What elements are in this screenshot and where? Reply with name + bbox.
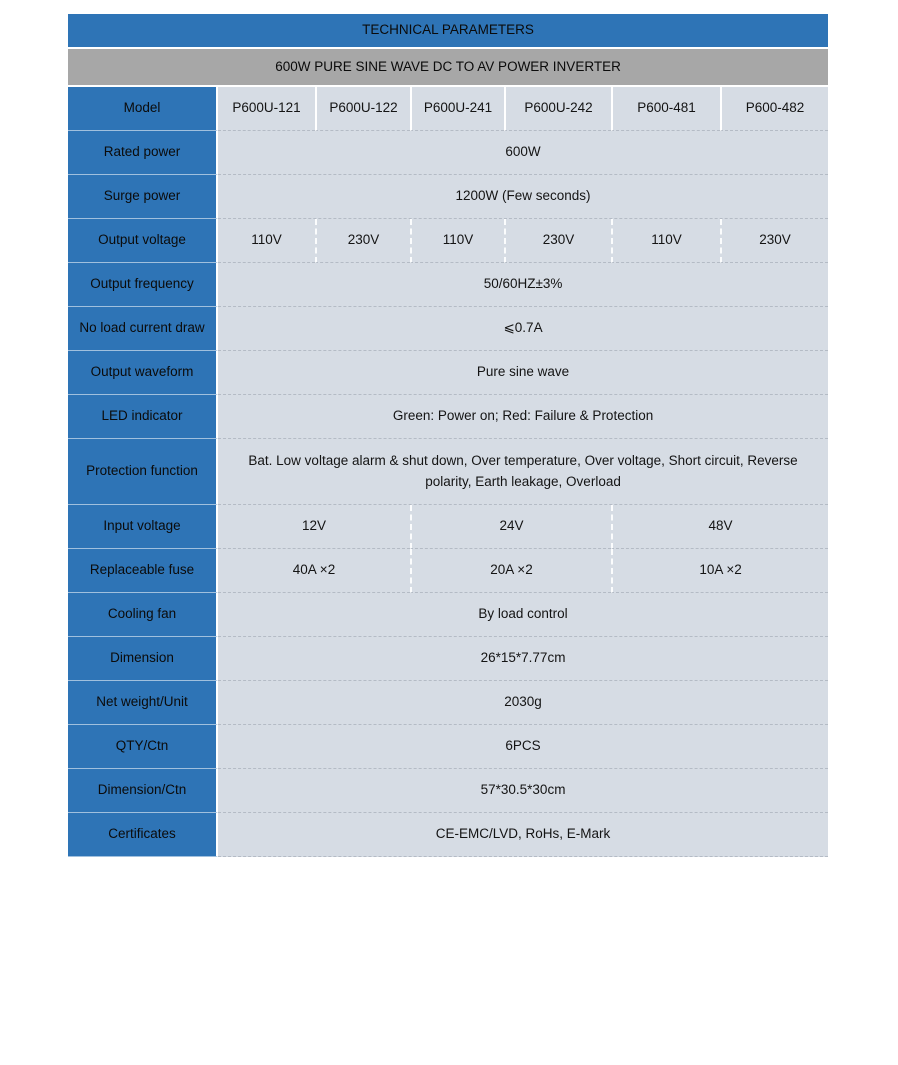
row-value: 50/60HZ±3%	[218, 263, 828, 307]
table-row-rated-power	[68, 131, 828, 175]
model-cell: P600-482	[720, 87, 828, 131]
row-label: Certificates	[68, 813, 218, 857]
table-row-title	[68, 14, 828, 49]
table-subtitle: 600W PURE SINE WAVE DC TO AV POWER INVERTER	[68, 49, 828, 87]
table-row-model	[68, 87, 828, 131]
table-row-no-load-current-draw	[68, 307, 828, 351]
row-label: Protection function	[68, 439, 218, 505]
row-label: Dimension/Ctn	[68, 769, 218, 813]
table-row-dimension	[68, 637, 828, 681]
model-cell: P600U-241	[410, 87, 504, 131]
row-value: 6PCS	[218, 725, 828, 769]
row-label: Replaceable fuse	[68, 549, 218, 593]
row-label: Output voltage	[68, 219, 218, 263]
model-cell: P600U-122	[315, 87, 410, 131]
spec-sheet	[68, 14, 828, 857]
row-label: Surge power	[68, 175, 218, 219]
row-label: Net weight/Unit	[68, 681, 218, 725]
table-row-output-frequency	[68, 263, 828, 307]
row-value: 26*15*7.77cm	[218, 637, 828, 681]
row-label: QTY/Ctn	[68, 725, 218, 769]
table-row-subtitle	[68, 49, 828, 87]
table-row-qty-ctn	[68, 725, 828, 769]
row-value-cell: 230V	[720, 219, 828, 263]
row-value-cell: 110V	[218, 219, 315, 263]
row-value: CE-EMC/LVD, RoHs, E-Mark	[218, 813, 828, 857]
table-row-cooling-fan	[68, 593, 828, 637]
row-value-cell: 12V	[218, 505, 410, 549]
table-row-protection-function	[68, 439, 828, 505]
row-label: LED indicator	[68, 395, 218, 439]
row-label: Rated power	[68, 131, 218, 175]
table-row-certificates	[68, 813, 828, 857]
row-value: Bat. Low voltage alarm & shut down, Over temperature, Over voltage, Short circuit, Reverse polarity, Earth leakage, Overload	[218, 439, 828, 505]
row-value-cell: 110V	[410, 219, 504, 263]
row-value: 600W	[218, 131, 828, 175]
row-value-cell: 230V	[504, 219, 611, 263]
row-value: Pure sine wave	[218, 351, 828, 395]
row-value: Green: Power on; Red: Failure & Protection	[218, 395, 828, 439]
table-row-net-weight-unit	[68, 681, 828, 725]
table-row-input-voltage	[68, 505, 828, 549]
row-value-cell: 40A ×2	[218, 549, 410, 593]
row-label: Dimension	[68, 637, 218, 681]
row-value-cell: 20A ×2	[410, 549, 611, 593]
row-value-cell: 230V	[315, 219, 410, 263]
table-row-led-indicator	[68, 395, 828, 439]
model-cell: P600-481	[611, 87, 720, 131]
model-cell: P600U-121	[218, 87, 315, 131]
row-value-cell: 10A ×2	[611, 549, 828, 593]
row-label-model: Model	[68, 87, 218, 131]
row-value: By load control	[218, 593, 828, 637]
row-value: ⩽0.7A	[218, 307, 828, 351]
table-row-output-waveform	[68, 351, 828, 395]
table-row-surge-power	[68, 175, 828, 219]
row-value: 57*30.5*30cm	[218, 769, 828, 813]
row-label: Input voltage	[68, 505, 218, 549]
table-title: TECHNICAL PARAMETERS	[68, 14, 828, 49]
row-value: 1200W (Few seconds)	[218, 175, 828, 219]
row-value-cell: 110V	[611, 219, 720, 263]
row-label: No load current draw	[68, 307, 218, 351]
row-label: Output waveform	[68, 351, 218, 395]
row-label: Cooling fan	[68, 593, 218, 637]
model-cell: P600U-242	[504, 87, 611, 131]
row-value-cell: 24V	[410, 505, 611, 549]
technical-parameters-table	[68, 14, 828, 857]
row-label: Output frequency	[68, 263, 218, 307]
table-row-output-voltage	[68, 219, 828, 263]
table-row-replaceable-fuse	[68, 549, 828, 593]
row-value: 2030g	[218, 681, 828, 725]
table-row-dimension-ctn	[68, 769, 828, 813]
row-value-cell: 48V	[611, 505, 828, 549]
